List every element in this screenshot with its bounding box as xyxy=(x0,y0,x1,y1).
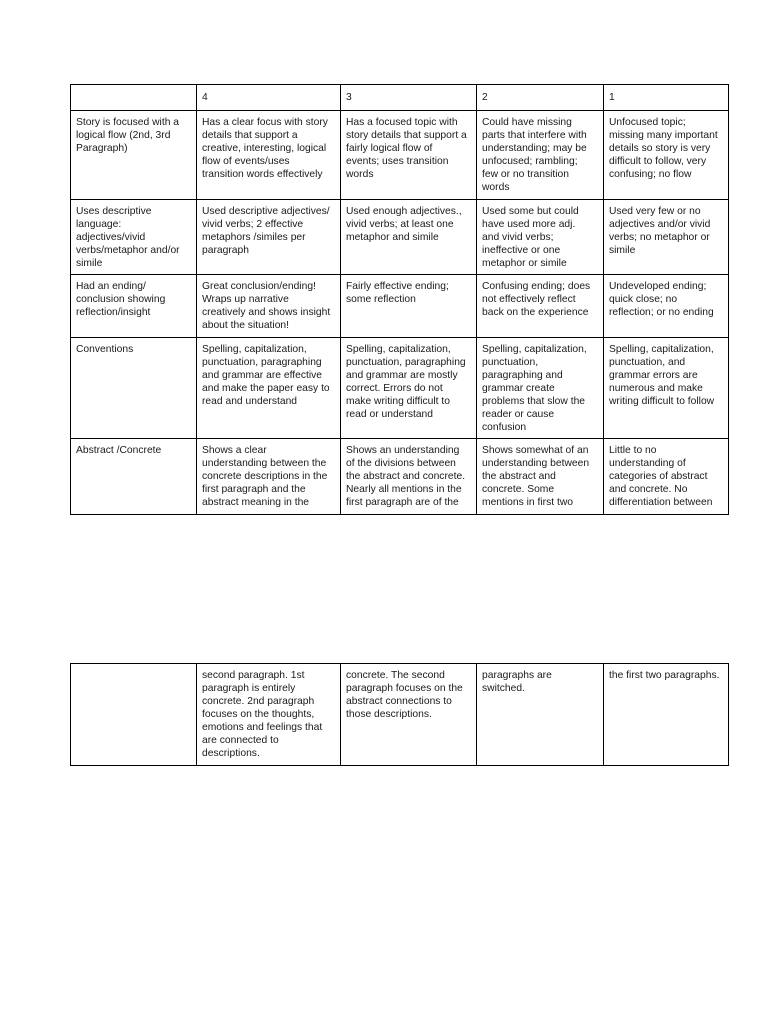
rubric-table-continuation xyxy=(70,663,729,766)
rubric-table xyxy=(70,84,729,515)
header-cell-score-1: 1 xyxy=(604,85,729,111)
score-1-cell: Spelling, capitalization, punctuation, and grammar errors are numerous and make writing difficult to follow xyxy=(604,338,729,439)
score-4-cell: Used descriptive adjectives/ vivid verbs; 2 effective metaphors /similes per paragraph xyxy=(197,200,341,275)
header-cell-score-2: 2 xyxy=(477,85,604,111)
criterion-cell: Story is focused with a logical flow (2nd, 3rd Paragraph) xyxy=(71,111,197,200)
score-1-cell: Used very few or no adjectives and/or vivid verbs; no metaphor or simile xyxy=(604,200,729,275)
score-2-cell: Could have missing parts that interfere with understanding; may be unfocused; rambling; few or no transition words xyxy=(477,111,604,200)
score-3-cell: Fairly effective ending; some reflection xyxy=(341,275,477,338)
score-4-cell: Shows a clear understanding between the concrete descriptions in the first paragraph and the abstract meaning in the xyxy=(197,439,341,515)
criterion-cell xyxy=(71,664,197,766)
table-row xyxy=(71,439,729,515)
score-1-cell: the first two paragraphs. xyxy=(604,664,729,766)
score-2-cell: Spelling, capitalization, punctuation, paragraphing and grammar create problems that slow the reader or cause confusion xyxy=(477,338,604,439)
header-row xyxy=(71,85,729,111)
score-3-cell: Shows an understanding of the divisions between the abstract and concrete. Nearly all mentions in the first paragraph are of the xyxy=(341,439,477,515)
score-3-cell: concrete. The second paragraph focuses on the abstract connections to those descriptions. xyxy=(341,664,477,766)
criterion-cell: Had an ending/ conclusion showing reflection/insight xyxy=(71,275,197,338)
score-2-cell: Shows somewhat of an understanding between the abstract and concrete. Some mentions in first two xyxy=(477,439,604,515)
table-row xyxy=(71,275,729,338)
score-4-cell: Great conclusion/ending! Wraps up narrative creatively and shows insight about the situation! xyxy=(197,275,341,338)
score-1-cell: Little to no understanding of categories of abstract and concrete. No differentiation between xyxy=(604,439,729,515)
score-3-cell: Spelling, capitalization, punctuation, paragraphing and grammar are mostly correct. Errors do not make writing difficult to read or understand xyxy=(341,338,477,439)
table-row xyxy=(71,338,729,439)
criterion-cell: Conventions xyxy=(71,338,197,439)
score-4-cell: Spelling, capitalization, punctuation, paragraphing and grammar are effective and make the paper easy to read and understand xyxy=(197,338,341,439)
table-row xyxy=(71,111,729,200)
header-cell-criterion xyxy=(71,85,197,111)
score-2-cell: paragraphs are switched. xyxy=(477,664,604,766)
header-cell-score-3: 3 xyxy=(341,85,477,111)
score-2-cell: Used some but could have used more adj. and vivid verbs; ineffective or one metaphor or simile xyxy=(477,200,604,275)
score-1-cell: Undeveloped ending; quick close; no reflection; or no ending xyxy=(604,275,729,338)
header-cell-score-4: 4 xyxy=(197,85,341,111)
score-4-cell: second paragraph. 1st paragraph is entirely concrete. 2nd paragraph focuses on the thoughts, emotions and feelings that are connected to descriptions. xyxy=(197,664,341,766)
score-4-cell: Has a clear focus with story details that support a creative, interesting, logical flow of events/uses transition words effectively xyxy=(197,111,341,200)
score-3-cell: Has a focused topic with story details that support a fairly logical flow of events; uses transition words xyxy=(341,111,477,200)
table-row xyxy=(71,664,729,766)
table-row xyxy=(71,200,729,275)
score-2-cell: Confusing ending; does not effectively reflect back on the experience xyxy=(477,275,604,338)
score-3-cell: Used enough adjectives., vivid verbs; at least one metaphor and simile xyxy=(341,200,477,275)
criterion-cell: Abstract /Concrete xyxy=(71,439,197,515)
score-1-cell: Unfocused topic; missing many important details so story is very difficult to follow, very confusing; no flow xyxy=(604,111,729,200)
criterion-cell: Uses descriptive language: adjectives/vivid verbs/metaphor and/or simile xyxy=(71,200,197,275)
